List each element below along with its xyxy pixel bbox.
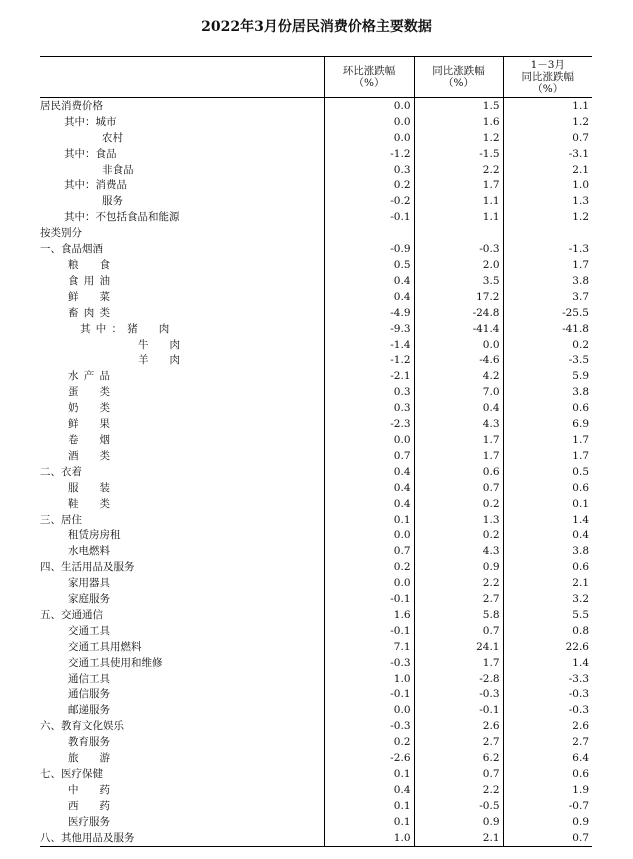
mom-value: -1.2	[324, 353, 414, 369]
table-row	[40, 209, 592, 225]
mom-value: 0.4	[324, 782, 414, 798]
yoy-value: 1.2	[414, 130, 503, 146]
ytd-value: 0.6	[503, 400, 592, 416]
mom-value: -2.1	[324, 368, 414, 384]
header-yoy-unit: （%）	[443, 77, 474, 89]
mom-value: 0.4	[324, 273, 414, 289]
yoy-value: 17.2	[414, 289, 503, 305]
table-row	[40, 527, 592, 543]
mom-value: -0.3	[324, 655, 414, 671]
mom-value: 0.2	[324, 559, 414, 575]
yoy-value: 4.2	[414, 368, 503, 384]
mom-value: 0.0	[324, 98, 414, 114]
ytd-value: 3.8	[503, 273, 592, 289]
row-label: 三、居住	[40, 513, 82, 526]
row-label: 按类别分	[40, 227, 82, 240]
table-row	[40, 98, 592, 114]
yoy-value: 6.2	[414, 750, 503, 766]
yoy-value: 1.6	[414, 114, 503, 130]
table-row	[40, 496, 592, 512]
mom-value: 0.0	[324, 575, 414, 591]
row-label: 鲜 果	[68, 418, 116, 431]
table-row	[40, 639, 592, 655]
ytd-value: 1.7	[503, 257, 592, 273]
header-ytd	[503, 57, 592, 98]
table-body	[40, 98, 592, 847]
row-label: 西 药	[68, 799, 116, 812]
header-yoy-line: 同比涨跌幅	[432, 65, 485, 77]
ytd-value: 0.4	[503, 527, 592, 543]
row-label: 奶 类	[68, 402, 116, 415]
yoy-value: 2.0	[414, 257, 503, 273]
mom-value: 7.1	[324, 639, 414, 655]
yoy-value: 2.7	[414, 734, 503, 750]
row-label: 卷 烟	[68, 433, 116, 446]
row-label: 六、教育文化娱乐	[40, 720, 124, 733]
yoy-value: 5.8	[414, 607, 503, 623]
ytd-value: 5.9	[503, 368, 592, 384]
mom-value: -0.1	[324, 209, 414, 225]
yoy-value: -0.3	[414, 241, 503, 257]
mom-value: -0.1	[324, 687, 414, 703]
row-label: 牛 肉	[138, 338, 186, 351]
mom-value: -0.9	[324, 241, 414, 257]
table-row	[40, 559, 592, 575]
yoy-value: -0.1	[414, 702, 503, 718]
yoy-value: 4.3	[414, 543, 503, 559]
row-label: 畜肉类	[68, 306, 116, 319]
table-row	[40, 193, 592, 209]
table-row	[40, 321, 592, 337]
ytd-value: -3.3	[503, 671, 592, 687]
ytd-value: -41.8	[503, 321, 592, 337]
table-row	[40, 512, 592, 528]
yoy-value: -4.6	[414, 353, 503, 369]
ytd-value: 1.2	[503, 114, 592, 130]
table-row	[40, 766, 592, 782]
mom-value: 1.0	[324, 830, 414, 846]
mom-value: 0.3	[324, 384, 414, 400]
mom-value: -2.6	[324, 750, 414, 766]
ytd-value: 1.2	[503, 209, 592, 225]
ytd-value: 6.4	[503, 750, 592, 766]
table-row	[40, 416, 592, 432]
ytd-value: 1.4	[503, 655, 592, 671]
yoy-value: 24.1	[414, 639, 503, 655]
yoy-value	[414, 225, 503, 241]
ytd-value: 3.7	[503, 289, 592, 305]
table-row	[40, 750, 592, 766]
mom-value: 1.0	[324, 671, 414, 687]
ytd-value	[503, 225, 592, 241]
header-yoy	[414, 57, 503, 98]
ytd-value: 3.2	[503, 591, 592, 607]
row-label: 中 药	[68, 783, 116, 796]
table-row	[40, 305, 592, 321]
yoy-value: -2.8	[414, 671, 503, 687]
row-label: 羊 肉	[138, 354, 186, 367]
yoy-value: 0.0	[414, 337, 503, 353]
mom-value: 0.5	[324, 257, 414, 273]
mom-value: 0.0	[324, 114, 414, 130]
yoy-value: 0.2	[414, 527, 503, 543]
table-row	[40, 591, 592, 607]
mom-value: 0.0	[324, 702, 414, 718]
mom-value: 0.0	[324, 527, 414, 543]
mom-value: -9.3	[324, 321, 414, 337]
yoy-value: 0.6	[414, 464, 503, 480]
table-row	[40, 718, 592, 734]
table-row	[40, 162, 592, 178]
table-row	[40, 353, 592, 369]
mom-value: -1.2	[324, 146, 414, 162]
row-label: 交通工具使用和维修	[68, 656, 163, 669]
row-label: 非食品	[102, 163, 134, 176]
mom-value: 0.1	[324, 798, 414, 814]
table-row	[40, 289, 592, 305]
table-row	[40, 543, 592, 559]
mom-value: 0.2	[324, 178, 414, 194]
yoy-value: 4.3	[414, 416, 503, 432]
yoy-value: 0.9	[414, 814, 503, 830]
ytd-value: -0.3	[503, 687, 592, 703]
table-row	[40, 368, 592, 384]
yoy-value: 1.7	[414, 655, 503, 671]
table-row	[40, 448, 592, 464]
table-row	[40, 337, 592, 353]
row-label: 租赁房房租	[68, 529, 121, 542]
ytd-value: 0.2	[503, 337, 592, 353]
ytd-value: 1.7	[503, 448, 592, 464]
header-label-cell	[40, 57, 324, 98]
ytd-value: 2.1	[503, 162, 592, 178]
yoy-value: 0.7	[414, 623, 503, 639]
row-label: 居民消费价格	[40, 99, 103, 112]
row-label: 交通工具用燃料	[68, 640, 142, 653]
row-label: 其中：消费品	[64, 179, 127, 192]
row-label: 服务	[102, 195, 123, 208]
mom-value: 0.4	[324, 464, 414, 480]
ytd-value: 2.7	[503, 734, 592, 750]
table-row	[40, 702, 592, 718]
row-label: 其中：不包括食品和能源	[64, 211, 180, 224]
row-label: 服 装	[68, 481, 116, 494]
mom-value: -2.3	[324, 416, 414, 432]
ytd-value: 0.7	[503, 830, 592, 846]
table-row	[40, 225, 592, 241]
mom-value: 0.1	[324, 766, 414, 782]
yoy-value: 2.2	[414, 162, 503, 178]
mom-value: -4.9	[324, 305, 414, 321]
yoy-value: 2.7	[414, 591, 503, 607]
row-label: 邮递服务	[68, 704, 110, 717]
row-label: 四、生活用品及服务	[40, 561, 135, 574]
row-label: 通信工具	[68, 672, 110, 685]
table-row	[40, 687, 592, 703]
ytd-value: -0.3	[503, 702, 592, 718]
ytd-value: 2.6	[503, 718, 592, 734]
table-row	[40, 607, 592, 623]
mom-value: 0.0	[324, 432, 414, 448]
mom-value: -0.2	[324, 193, 414, 209]
row-label: 通信服务	[68, 688, 110, 701]
table-row	[40, 241, 592, 257]
mom-value: 1.6	[324, 607, 414, 623]
table-row	[40, 464, 592, 480]
row-label: 五、交通通信	[40, 608, 103, 621]
table-row	[40, 114, 592, 130]
header-mom-unit: （%）	[353, 77, 385, 89]
ytd-value: 0.6	[503, 480, 592, 496]
mom-value: 0.2	[324, 734, 414, 750]
table-row	[40, 830, 592, 846]
mom-value: 0.3	[324, 162, 414, 178]
yoy-value: 1.1	[414, 209, 503, 225]
ytd-value: 3.8	[503, 384, 592, 400]
row-label: 其中：猪 肉	[80, 322, 175, 335]
ytd-value: 22.6	[503, 639, 592, 655]
mom-value: 0.4	[324, 480, 414, 496]
yoy-value: 7.0	[414, 384, 503, 400]
row-label: 水电燃料	[68, 545, 110, 558]
header-ytd-line: 同比涨跌幅	[521, 71, 574, 83]
row-label: 家庭服务	[68, 593, 110, 606]
ytd-value: 1.9	[503, 782, 592, 798]
ytd-value: 0.5	[503, 464, 592, 480]
row-label: 家用器具	[68, 577, 110, 590]
header-ytd-unit: （%）	[532, 83, 564, 95]
ytd-value: -0.7	[503, 798, 592, 814]
header-mom-line: 环比涨跌幅	[342, 65, 396, 77]
table-row	[40, 400, 592, 416]
page-title: 2022年3月份居民消费价格主要数据	[201, 19, 432, 35]
row-label: 旅 游	[68, 752, 116, 765]
row-label: 其中：食品	[64, 147, 117, 160]
row-label: 鞋 类	[68, 497, 116, 510]
ytd-value: 0.9	[503, 814, 592, 830]
yoy-value: -0.5	[414, 798, 503, 814]
row-label: 教育服务	[68, 736, 110, 749]
mom-value: -0.1	[324, 623, 414, 639]
row-label: 其中：城市	[64, 115, 117, 128]
table-row	[40, 575, 592, 591]
mom-value: 0.7	[324, 448, 414, 464]
yoy-value: -24.8	[414, 305, 503, 321]
yoy-value: 0.4	[414, 400, 503, 416]
yoy-value: 2.1	[414, 830, 503, 846]
table-row	[40, 798, 592, 814]
mom-value: -0.3	[324, 718, 414, 734]
row-label: 农村	[102, 131, 123, 144]
row-label: 蛋 类	[68, 386, 116, 399]
ytd-value: 2.1	[503, 575, 592, 591]
ytd-value: -3.1	[503, 146, 592, 162]
table-row	[40, 178, 592, 194]
yoy-value: 1.7	[414, 432, 503, 448]
yoy-value: 2.2	[414, 575, 503, 591]
ytd-value: 3.8	[503, 543, 592, 559]
row-label: 鲜 菜	[68, 290, 116, 303]
table-row	[40, 623, 592, 639]
yoy-value: 3.5	[414, 273, 503, 289]
yoy-value: 1.3	[414, 512, 503, 528]
mom-value: 0.7	[324, 543, 414, 559]
table-row	[40, 671, 592, 687]
mom-value: -1.4	[324, 337, 414, 353]
header-ytd-period: 1－3月	[530, 59, 565, 71]
ytd-value: 5.5	[503, 607, 592, 623]
table-header-row	[40, 57, 592, 98]
ytd-value: 1.4	[503, 512, 592, 528]
mom-value	[324, 225, 414, 241]
table-row	[40, 655, 592, 671]
yoy-value: -41.4	[414, 321, 503, 337]
mom-value: 0.4	[324, 496, 414, 512]
mom-value: 0.3	[324, 400, 414, 416]
yoy-value: 1.7	[414, 448, 503, 464]
yoy-value: 0.7	[414, 480, 503, 496]
cpi-table	[40, 56, 592, 847]
ytd-value: 1.3	[503, 193, 592, 209]
ytd-value: 0.7	[503, 130, 592, 146]
ytd-value: 0.1	[503, 496, 592, 512]
ytd-value: 0.6	[503, 766, 592, 782]
mom-value: 0.1	[324, 512, 414, 528]
row-label: 水产品	[68, 370, 116, 383]
row-label: 粮 食	[68, 259, 116, 272]
ytd-value: 1.0	[503, 178, 592, 194]
row-label: 八、其他用品及服务	[40, 831, 135, 844]
table-row	[40, 782, 592, 798]
yoy-value: 1.1	[414, 193, 503, 209]
mom-value: 0.1	[324, 814, 414, 830]
table-row	[40, 480, 592, 496]
row-label: 医疗服务	[68, 815, 110, 828]
yoy-value: -1.5	[414, 146, 503, 162]
table-row	[40, 146, 592, 162]
yoy-value: 0.9	[414, 559, 503, 575]
row-label: 一、食品烟酒	[40, 243, 103, 256]
mom-value: 0.4	[324, 289, 414, 305]
table-row	[40, 734, 592, 750]
table-row	[40, 432, 592, 448]
ytd-value: 0.6	[503, 559, 592, 575]
yoy-value: 2.6	[414, 718, 503, 734]
yoy-value: 0.2	[414, 496, 503, 512]
yoy-value: 1.5	[414, 98, 503, 114]
ytd-value: -25.5	[503, 305, 592, 321]
yoy-value: 0.7	[414, 766, 503, 782]
row-label: 酒 类	[68, 449, 116, 462]
row-label: 食用油	[68, 274, 116, 287]
yoy-value: 2.2	[414, 782, 503, 798]
mom-value: -0.1	[324, 591, 414, 607]
ytd-value: -3.5	[503, 353, 592, 369]
ytd-value: 1.7	[503, 432, 592, 448]
yoy-value: 1.7	[414, 178, 503, 194]
row-label: 交通工具	[68, 624, 110, 637]
row-label: 二、衣着	[40, 465, 82, 478]
table-row	[40, 384, 592, 400]
table-row	[40, 273, 592, 289]
ytd-value: 6.9	[503, 416, 592, 432]
mom-value: 0.0	[324, 130, 414, 146]
row-label: 七、医疗保健	[40, 768, 103, 781]
ytd-value: 1.1	[503, 98, 592, 114]
yoy-value: -0.3	[414, 687, 503, 703]
ytd-value: 0.8	[503, 623, 592, 639]
table-row	[40, 257, 592, 273]
table-row	[40, 130, 592, 146]
ytd-value: -1.3	[503, 241, 592, 257]
table-row	[40, 814, 592, 830]
header-mom	[324, 57, 414, 98]
